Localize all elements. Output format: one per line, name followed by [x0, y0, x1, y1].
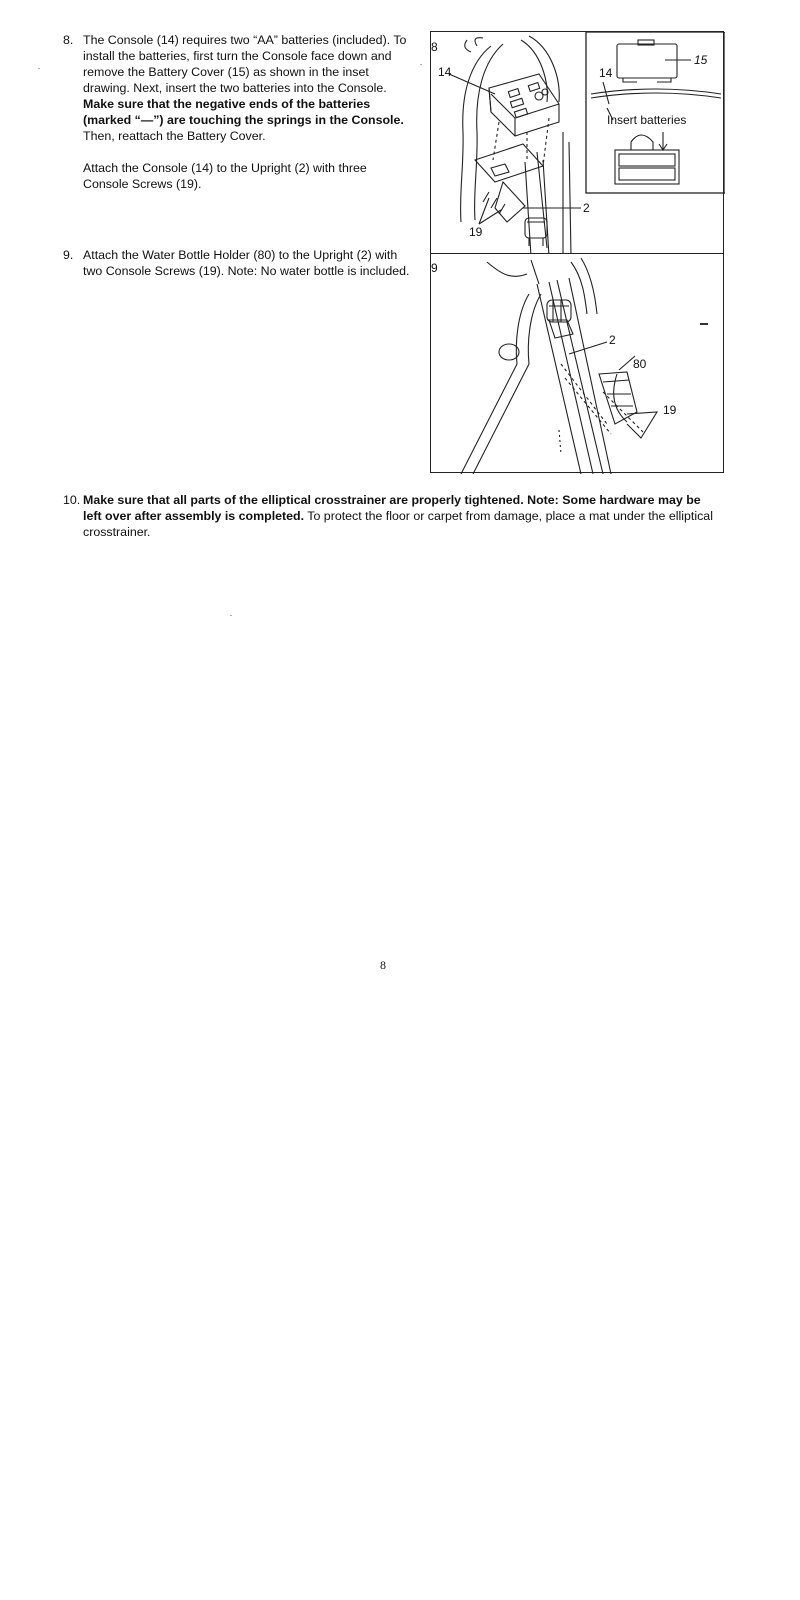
scan-speck [700, 323, 708, 325]
step-body [83, 492, 713, 540]
battery-cover [617, 44, 677, 78]
inset-arc [591, 89, 721, 98]
figure-9 [430, 253, 724, 473]
handlebar [461, 44, 503, 222]
text-segment: Attach the Water Bottle Holder (80) to the Upright (2) with two Console Screws (19). Note: No water bottle is included. [83, 248, 410, 278]
step-10 [63, 492, 743, 542]
step-number: 9. [63, 248, 74, 262]
bottle-holder [599, 372, 637, 424]
scan-speck [38, 68, 40, 69]
step-body [83, 247, 413, 279]
callout-inset-console: 14 [599, 66, 613, 80]
text-segment: To protect the floor or carpet from damage, place a mat under the elliptical crosstrainer. [83, 509, 713, 539]
figure-8-drawing [431, 32, 725, 256]
screw [483, 192, 505, 214]
battery-compartment [615, 150, 679, 184]
console-bracket [475, 144, 543, 182]
callout-console: 14 [438, 65, 452, 79]
bold-warning: Make sure that all parts of the elliptical crosstrainer are properly tightened. Note: Some hardware may be left over after assembly is completed. [83, 493, 701, 523]
step-paragraph [83, 160, 413, 192]
callout-bottle-holder: 80 [633, 357, 647, 371]
callout-screws: 19 [663, 403, 677, 417]
callout-battery-cover: 15 [694, 53, 708, 67]
step-paragraph [83, 32, 413, 144]
figure-step-label: 9 [431, 261, 438, 275]
leader-14-inset [603, 82, 609, 104]
step-8 [63, 32, 415, 192]
bold-warning: Make sure that the negative ends of the batteries (marked “—”) are touching the springs in the Console. [83, 97, 404, 127]
leader-14 [449, 74, 495, 94]
step-body [83, 32, 413, 192]
callout-upright: 2 [583, 201, 590, 215]
step-9 [63, 247, 415, 297]
page-number: 8 [380, 958, 386, 972]
scan-speck [420, 64, 422, 65]
insert-arrow [659, 132, 667, 150]
step-paragraph [83, 492, 713, 540]
scan-speck [230, 615, 232, 616]
figure-8 [430, 31, 724, 255]
adjust-knob [547, 300, 571, 322]
figure-step-label: 8 [431, 40, 438, 54]
callout-upright: 2 [609, 333, 616, 347]
handlebar [516, 294, 541, 364]
step-number: 10. [63, 493, 81, 507]
text-segment: Then, reattach the Battery Cover. [83, 129, 266, 143]
step-paragraph [83, 247, 413, 279]
inset-instruction: Insert batteries [607, 113, 687, 127]
text-segment: Attach the Console (14) to the Upright (2) with three Console Screws (19). [83, 161, 367, 191]
figure-9-drawing [431, 254, 725, 474]
callout-screws: 19 [469, 225, 483, 239]
leader-2 [569, 342, 607, 354]
text-segment: The Console (14) requires two “AA” batteries (included). To install the batteries, first turn the Console face down and remove the Battery Cover (15) as shown in the inset drawing. Next, insert the two batteries into the Console. [83, 33, 407, 95]
leader-19 [627, 412, 657, 438]
step-number: 8. [63, 33, 74, 47]
console-body [489, 74, 559, 136]
